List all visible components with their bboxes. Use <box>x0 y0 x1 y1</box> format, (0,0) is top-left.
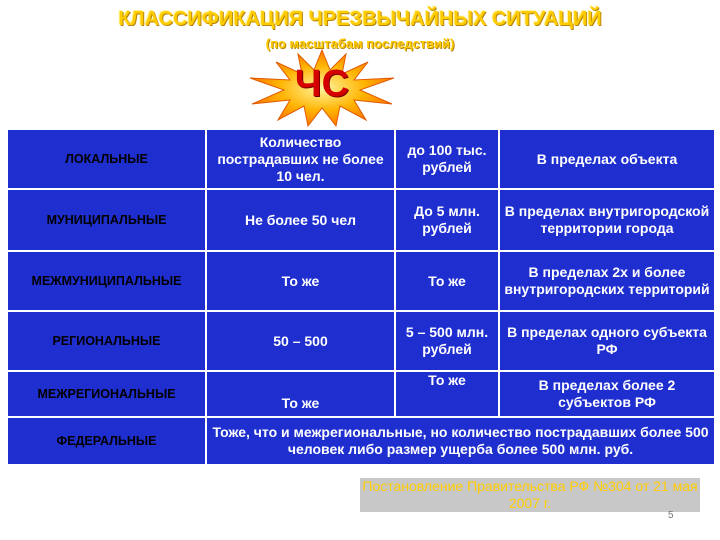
level-cell: ЛОКАЛЬНЫЕ <box>7 129 206 189</box>
level-cell: МЕЖМУНИЦИПАЛЬНЫЕ <box>7 251 206 311</box>
table-row <box>7 129 715 189</box>
zone-cell: В пределах внутригородской территории города <box>499 189 715 251</box>
victims-cell: То же <box>206 371 395 417</box>
victims-cell: 50 – 500 <box>206 311 395 371</box>
emergency-badge: ЧС <box>294 63 350 105</box>
zone-cell: В пределах объекта <box>499 129 715 189</box>
combined-cell: Тоже, что и межрегиональные, но количество пострадавших более 500 человек либо размер ущерба более 500 млн. руб. <box>206 417 715 465</box>
zone-cell: В пределах 2х и более внутригородских территорий <box>499 251 715 311</box>
victims-cell: То же <box>206 251 395 311</box>
table-row <box>7 311 715 371</box>
page-title: КЛАССИФИКАЦИЯ ЧРЕЗВЫЧАЙНЫХ СИТУАЦИЙ <box>118 8 602 30</box>
table-row <box>7 371 715 417</box>
level-cell: МЕЖРЕГИОНАЛЬНЫЕ <box>7 371 206 417</box>
level-cell: ФЕДЕРАЛЬНЫЕ <box>7 417 206 465</box>
level-cell: РЕГИОНАЛЬНЫЕ <box>7 311 206 371</box>
table-row <box>7 189 715 251</box>
victims-cell: Не более 50 чел <box>206 189 395 251</box>
damage-cell: То же <box>395 371 499 417</box>
page-subtitle: (по масштабам последствий) <box>265 36 455 51</box>
table-row <box>7 417 715 465</box>
source-note: Постановление Правительства РФ №304 от 21 мая 2007 г. <box>360 478 700 512</box>
damage-cell: до 100 тыс. рублей <box>395 129 499 189</box>
classification-table <box>6 128 714 464</box>
damage-cell: 5 – 500 млн. рублей <box>395 311 499 371</box>
table-row <box>7 251 715 311</box>
damage-cell: До 5 млн. рублей <box>395 189 499 251</box>
page-number: 5 <box>668 510 674 521</box>
victims-cell: Количество пострадавших не более 10 чел. <box>206 129 395 189</box>
zone-cell: В пределах одного субъекта РФ <box>499 311 715 371</box>
damage-cell: То же <box>395 251 499 311</box>
level-cell: МУНИЦИПАЛЬНЫЕ <box>7 189 206 251</box>
zone-cell: В пределах более 2 субъектов РФ <box>499 371 715 417</box>
